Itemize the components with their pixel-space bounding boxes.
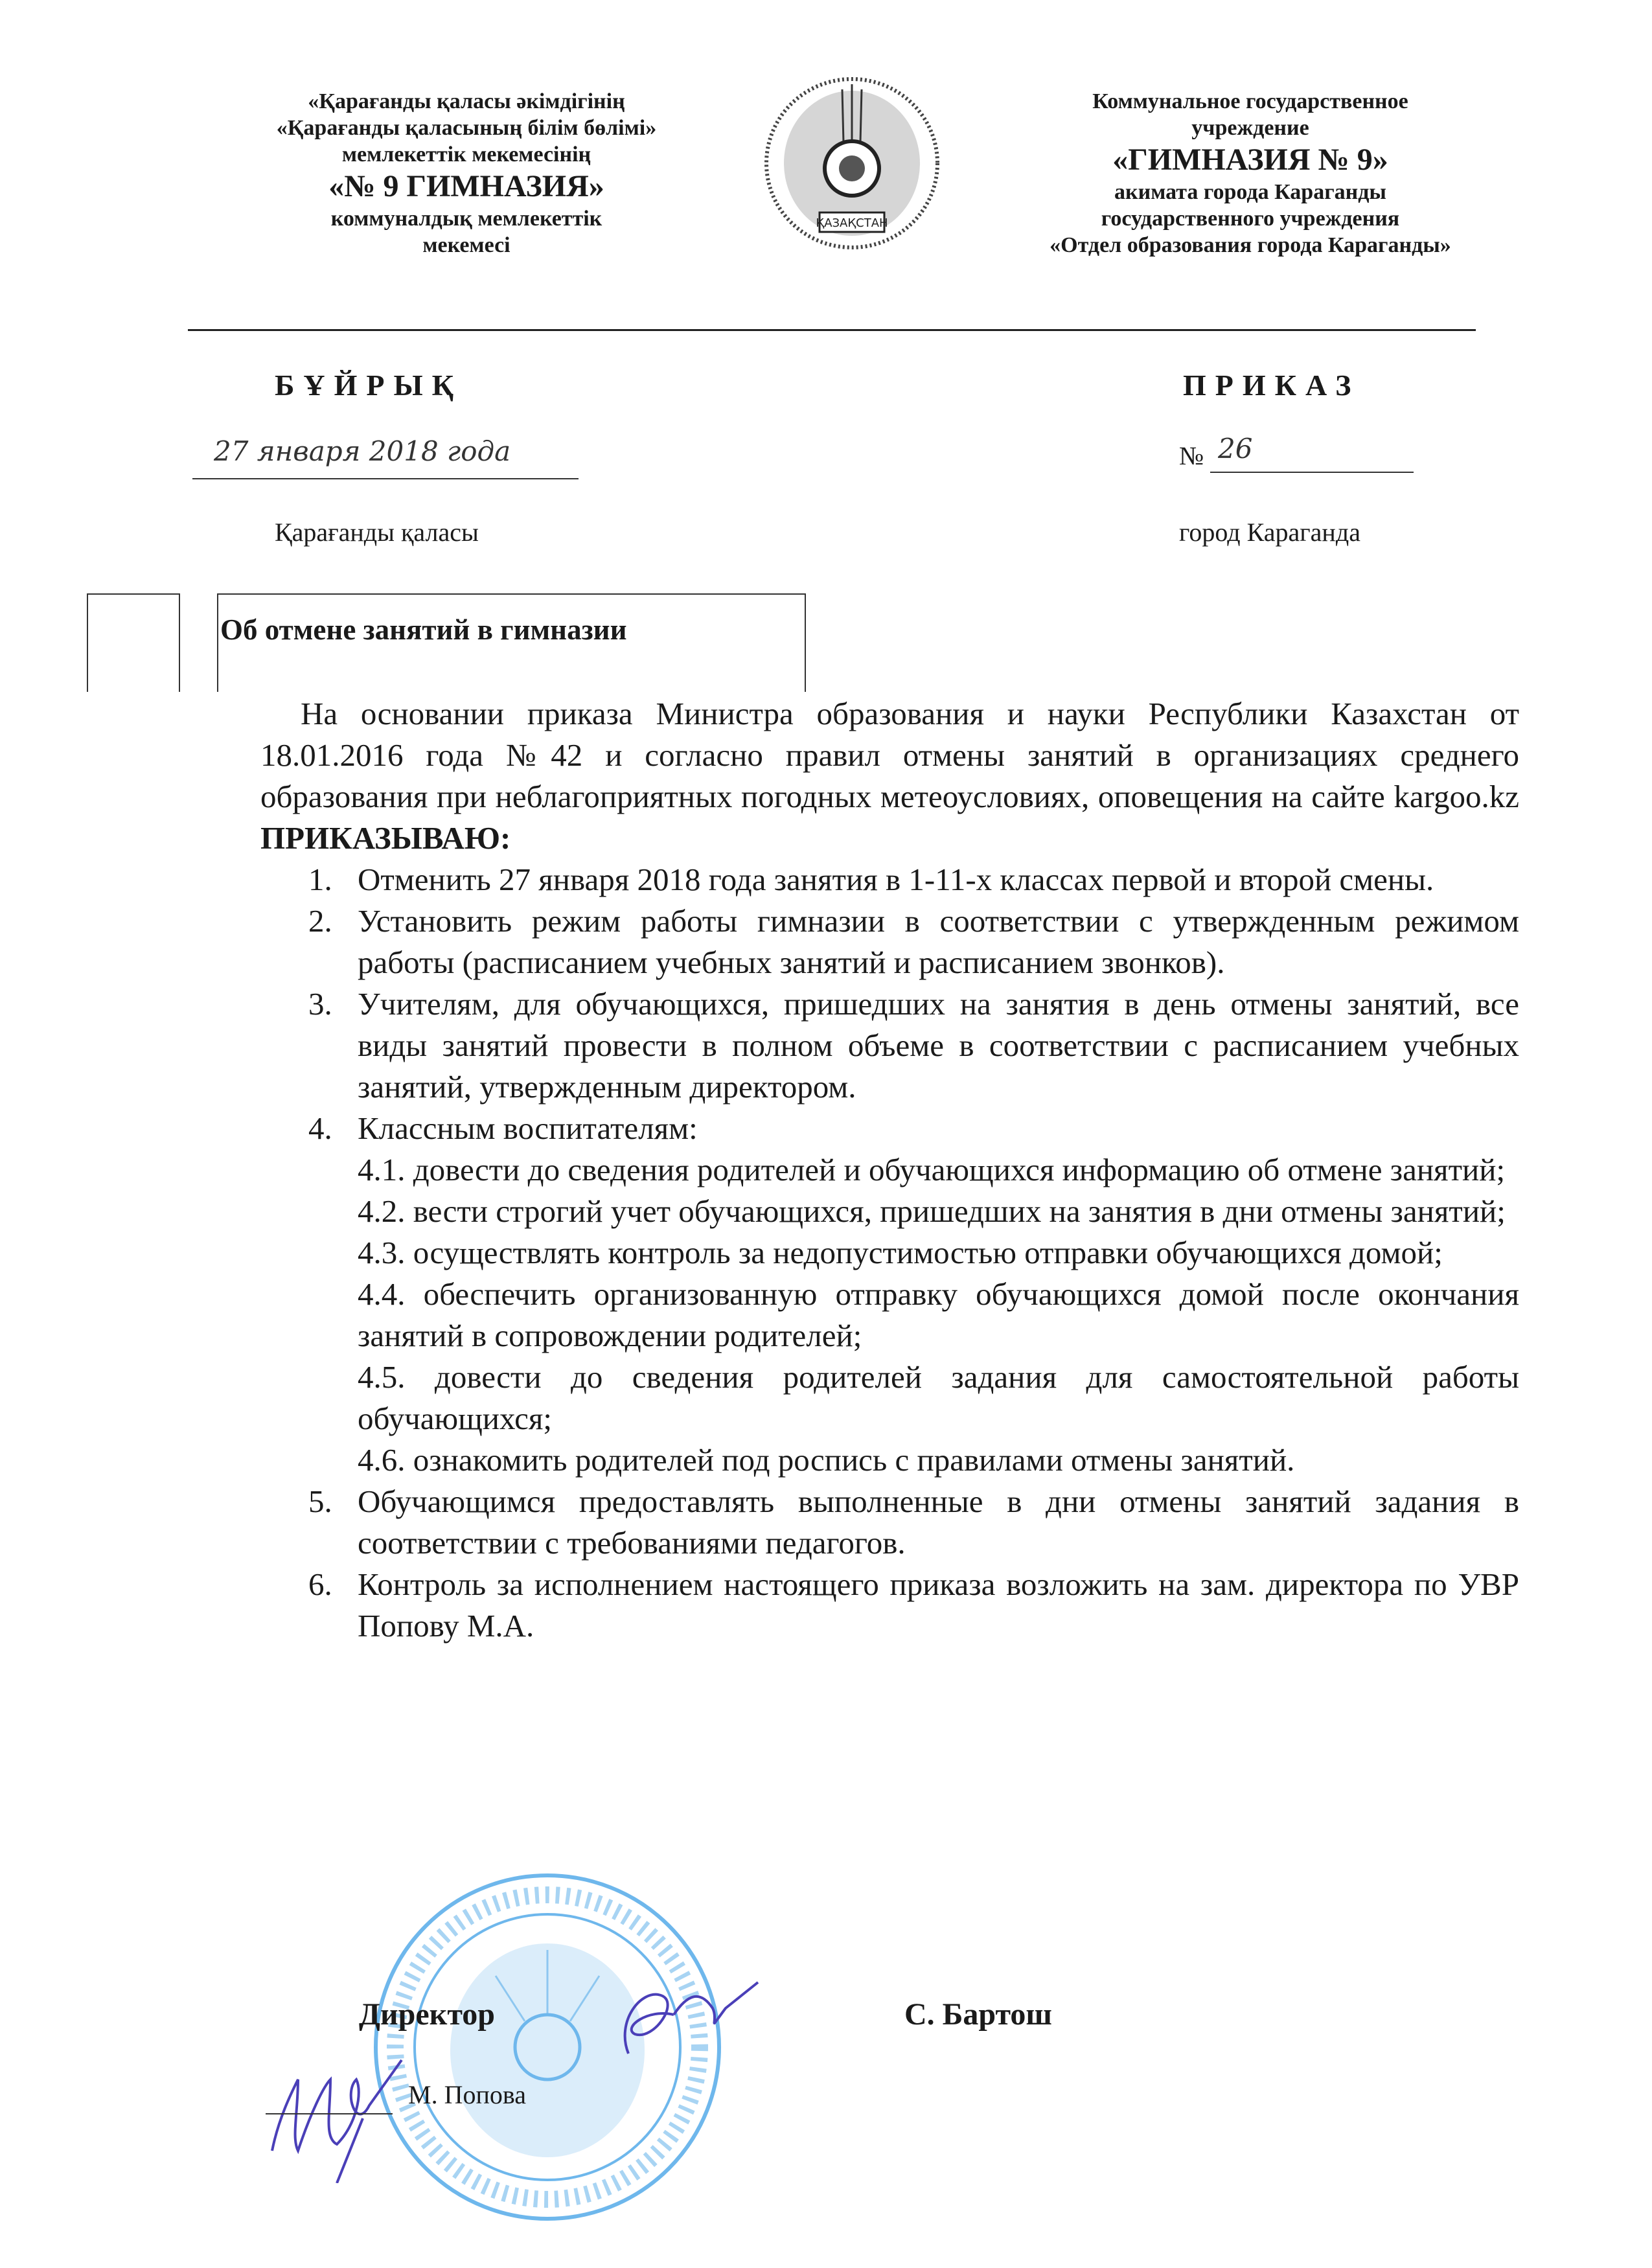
- item-number: 3.: [308, 986, 332, 1022]
- item-number: 5.: [308, 1483, 332, 1519]
- header-right-line: Коммунальное государственное: [1092, 89, 1408, 113]
- header-left-block: [194, 88, 739, 258]
- order-title-ru: ПРИКАЗ: [1183, 369, 1360, 402]
- list-item: [260, 983, 1519, 1108]
- item-text: Отменить 27 января 2018 года занятия в 1-11-х классах первой и второй смены.: [358, 862, 1434, 897]
- intro-text: На основании приказа Министра образования и науки Республики Казахстан от 18.01.2016 года №42 и согласно правил отмены занятий в организациях среднего образования при неблагоприятных погодных метеоусловиях, оповещения на сайте kargoo.kz: [260, 696, 1519, 814]
- header-left-line: «Қарағанды қаласы әкімдігінің: [308, 89, 625, 113]
- item-text: Обучающимся предоставлять выполненные в дни отмены занятий задания в соответствии с требованиями педагогов.: [358, 1483, 1519, 1561]
- header-right-line: «Отдел образования города Караганды»: [1050, 233, 1451, 257]
- item-text: Установить режим работы гимназии в соответствии с утвержденным режимом работы (расписанием учебных занятий и расписанием звонков).: [358, 903, 1519, 980]
- list-item: [260, 1108, 1519, 1149]
- list-item: [260, 900, 1519, 983]
- city-kz: Қарағанды қаласы: [275, 518, 479, 547]
- item-number: 1.: [308, 862, 332, 897]
- list-item: [260, 1564, 1519, 1647]
- header-left-line: мемлекеттік мекемесінің: [341, 143, 591, 166]
- sub-item: 4.4. обеспечить организованную отправку обучающихся домой после окончания занятий в сопровождении родителей;: [358, 1276, 1519, 1353]
- order-subject: Об отмене занятий в гимназии: [220, 613, 627, 646]
- sub-item: 4.5. довести до сведения родителей задания для самостоятельной работы обучающихся;: [358, 1359, 1519, 1436]
- date-underline: [192, 478, 579, 479]
- header-right-block: [972, 88, 1529, 258]
- item-number: 4.: [308, 1110, 332, 1146]
- item-text: Контроль за исполнением настоящего приказа возложить на зам. директора по УВР Попову М.А.: [358, 1566, 1519, 1644]
- intro-paragraph: [260, 693, 1519, 859]
- item-number: 2.: [308, 903, 332, 939]
- header-left-name: «№ 9 ГИМНАЗИЯ»: [328, 169, 604, 203]
- header-right-name: «ГИМНАЗИЯ № 9»: [1112, 143, 1388, 177]
- order-body: [260, 693, 1519, 1647]
- emblem-label: ҚАЗАҚСТАН: [816, 216, 888, 230]
- sub-item: 4.1. довести до сведения родителей и обучающихся информацию об отмене занятий;: [358, 1152, 1506, 1187]
- state-emblem-icon: [758, 71, 946, 256]
- executor-signature: [259, 2054, 415, 2183]
- header-right-line: учреждение: [1191, 116, 1309, 140]
- order-date: 27 января 2018 года: [214, 435, 511, 467]
- city-ru: город Караганда: [1179, 518, 1360, 547]
- list-item: [260, 1481, 1519, 1564]
- item-text: Классным воспитателям:: [358, 1110, 698, 1146]
- header-left-line: «Қарағанды қаласының білім бөлімі»: [276, 116, 657, 140]
- order-number-prefix: №: [1179, 441, 1204, 470]
- director-signature: [602, 1969, 764, 2060]
- director-name: С. Бартош: [904, 1997, 1052, 2032]
- list-item: [260, 859, 1519, 900]
- intro-directive: ПРИКАЗЫВАЮ:: [260, 820, 511, 856]
- order-number: 26: [1218, 433, 1253, 464]
- sub-item: 4.6. ознакомить родителей под роспись с правилами отмены занятий.: [358, 1442, 1295, 1478]
- header-right-line: акимата города Караганды: [1114, 180, 1386, 204]
- sub-item: 4.2. вести строгий учет обучающихся, пришедших на занятия в дни отмены занятий;: [358, 1193, 1506, 1229]
- corner-bracket: [87, 593, 180, 692]
- number-underline: [1210, 472, 1414, 473]
- item-text: Учителям, для обучающихся, пришедших на занятия в день отмены занятий, все виды занятий провести в полном объеме в соответствии с расписанием учебных занятий, утвержденным директором.: [358, 986, 1519, 1105]
- executor-name: М. Попова: [408, 2080, 526, 2109]
- sub-item: 4.3. осуществлять контроль за недопустимостью отправки обучающихся домой;: [358, 1235, 1443, 1270]
- header-right-line: государственного учреждения: [1101, 207, 1400, 231]
- header-divider: [188, 329, 1476, 331]
- item-number: 6.: [308, 1566, 332, 1602]
- header-left-line: мекемесі: [422, 233, 511, 257]
- header-left-line: коммуналдық мемлекеттік: [330, 207, 602, 231]
- executor-underline: [266, 2113, 393, 2114]
- order-title-kz: БҰЙРЫҚ: [275, 369, 463, 402]
- director-label: Директор: [359, 1997, 495, 2032]
